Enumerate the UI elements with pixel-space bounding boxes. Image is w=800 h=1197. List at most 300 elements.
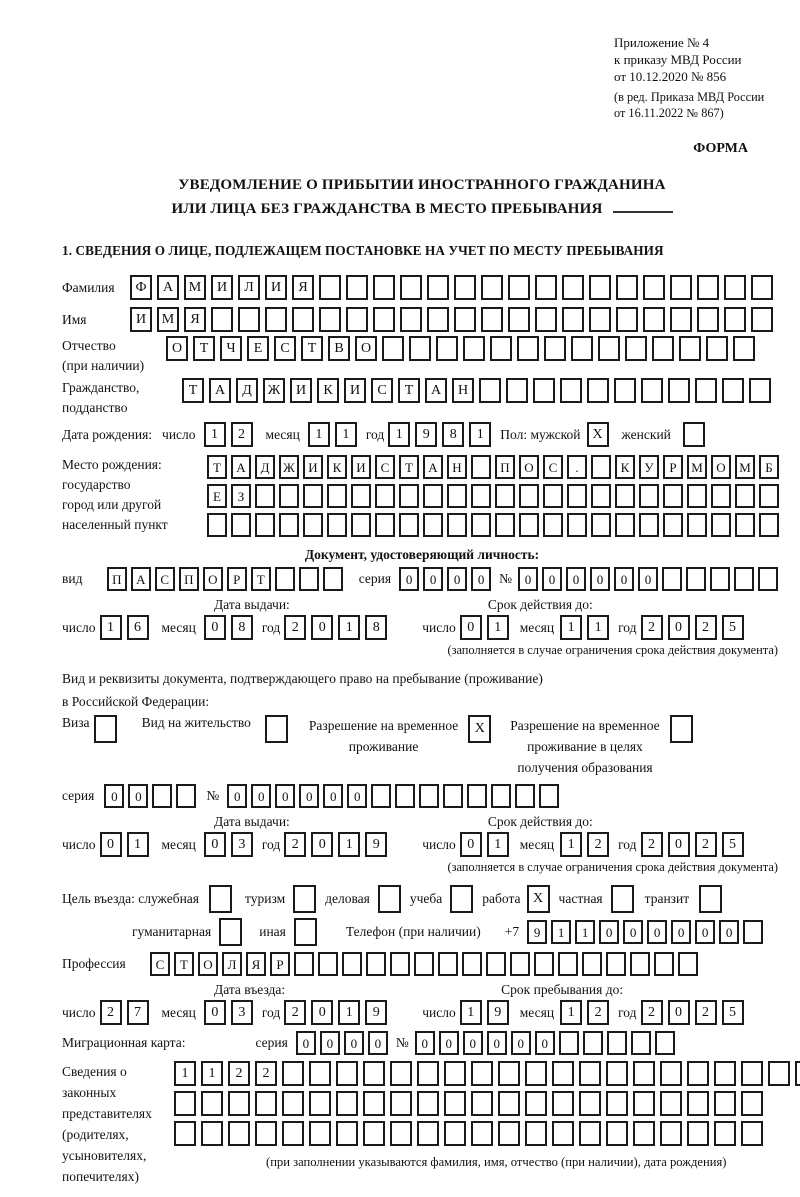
char-box[interactable] bbox=[174, 1091, 196, 1116]
char-box[interactable]: 0 bbox=[323, 784, 343, 808]
char-box[interactable] bbox=[294, 952, 314, 976]
char-box[interactable] bbox=[616, 275, 638, 300]
char-box[interactable] bbox=[471, 513, 491, 537]
char-box[interactable] bbox=[579, 1091, 601, 1116]
char-box[interactable] bbox=[491, 784, 511, 808]
char-box[interactable]: 1 bbox=[560, 1000, 582, 1025]
char-box[interactable]: 0 bbox=[320, 1031, 340, 1055]
char-box[interactable]: К bbox=[317, 378, 339, 403]
char-box[interactable]: Ч bbox=[220, 336, 242, 361]
char-box[interactable] bbox=[525, 1061, 547, 1086]
char-box[interactable] bbox=[309, 1091, 331, 1116]
char-box[interactable] bbox=[591, 455, 611, 479]
char-box[interactable] bbox=[279, 513, 299, 537]
char-box[interactable]: Д bbox=[236, 378, 258, 403]
char-box[interactable]: О bbox=[198, 952, 218, 976]
char-box[interactable] bbox=[510, 952, 530, 976]
char-box[interactable] bbox=[323, 567, 343, 591]
char-box[interactable]: 0 bbox=[487, 1031, 507, 1055]
char-box[interactable]: 7 bbox=[127, 1000, 149, 1025]
char-box[interactable] bbox=[630, 952, 650, 976]
char-box[interactable] bbox=[390, 1091, 412, 1116]
char-box[interactable] bbox=[633, 1091, 655, 1116]
char-box[interactable]: 5 bbox=[722, 832, 744, 857]
char-box[interactable]: 0 bbox=[542, 567, 562, 591]
char-box[interactable]: Я bbox=[184, 307, 206, 332]
char-box[interactable] bbox=[293, 885, 316, 913]
char-box[interactable]: 0 bbox=[695, 920, 715, 944]
char-box[interactable] bbox=[201, 1121, 223, 1146]
char-box[interactable] bbox=[219, 918, 242, 946]
char-box[interactable]: У bbox=[639, 455, 659, 479]
char-box[interactable]: С bbox=[155, 567, 175, 591]
char-box[interactable] bbox=[660, 1091, 682, 1116]
char-box[interactable]: 9 bbox=[415, 422, 437, 447]
char-box[interactable] bbox=[579, 1061, 601, 1086]
char-box[interactable]: 1 bbox=[174, 1061, 196, 1086]
char-box[interactable] bbox=[795, 1061, 800, 1086]
char-box[interactable] bbox=[346, 307, 368, 332]
char-box[interactable]: 2 bbox=[231, 422, 253, 447]
char-box[interactable]: 0 bbox=[518, 567, 538, 591]
char-box[interactable] bbox=[471, 1061, 493, 1086]
char-box[interactable] bbox=[255, 1091, 277, 1116]
char-box[interactable] bbox=[670, 307, 692, 332]
char-box[interactable]: 1 bbox=[587, 615, 609, 640]
char-box[interactable] bbox=[417, 1061, 439, 1086]
char-box[interactable] bbox=[714, 1091, 736, 1116]
char-box[interactable] bbox=[417, 1121, 439, 1146]
char-box[interactable] bbox=[655, 1031, 675, 1055]
char-box[interactable] bbox=[591, 484, 611, 508]
char-box[interactable]: 2 bbox=[284, 1000, 306, 1025]
char-box[interactable] bbox=[309, 1061, 331, 1086]
char-box[interactable] bbox=[741, 1091, 763, 1116]
char-box[interactable]: 2 bbox=[641, 1000, 663, 1025]
char-box[interactable] bbox=[498, 1061, 520, 1086]
char-box[interactable] bbox=[454, 275, 476, 300]
char-box[interactable]: Т bbox=[398, 378, 420, 403]
char-box[interactable] bbox=[454, 307, 476, 332]
char-box[interactable] bbox=[211, 307, 233, 332]
char-box[interactable] bbox=[417, 1091, 439, 1116]
char-box[interactable] bbox=[734, 567, 754, 591]
char-box[interactable] bbox=[427, 275, 449, 300]
char-box[interactable] bbox=[94, 715, 117, 743]
char-box[interactable] bbox=[768, 1061, 790, 1086]
char-box[interactable] bbox=[560, 378, 582, 403]
char-box[interactable] bbox=[228, 1091, 250, 1116]
char-box[interactable] bbox=[303, 513, 323, 537]
char-box[interactable]: 0 bbox=[511, 1031, 531, 1055]
char-box[interactable] bbox=[336, 1061, 358, 1086]
char-box[interactable]: Е bbox=[207, 484, 227, 508]
char-box[interactable]: Ф bbox=[130, 275, 152, 300]
char-box[interactable]: 0 bbox=[399, 567, 419, 591]
char-box[interactable] bbox=[366, 952, 386, 976]
char-box[interactable]: 0 bbox=[204, 615, 226, 640]
char-box[interactable]: 0 bbox=[719, 920, 739, 944]
char-box[interactable]: Т bbox=[399, 455, 419, 479]
char-box[interactable] bbox=[535, 307, 557, 332]
char-box[interactable]: 2 bbox=[284, 832, 306, 857]
char-box[interactable] bbox=[327, 513, 347, 537]
char-box[interactable] bbox=[589, 275, 611, 300]
char-box[interactable]: 2 bbox=[284, 615, 306, 640]
char-box[interactable]: 1 bbox=[204, 422, 226, 447]
char-box[interactable] bbox=[686, 567, 706, 591]
char-box[interactable]: 2 bbox=[695, 615, 717, 640]
char-box[interactable]: 0 bbox=[344, 1031, 364, 1055]
char-box[interactable]: Р bbox=[270, 952, 290, 976]
char-box[interactable] bbox=[265, 307, 287, 332]
char-box[interactable] bbox=[519, 513, 539, 537]
char-box[interactable] bbox=[351, 513, 371, 537]
char-box[interactable] bbox=[176, 784, 196, 808]
char-box[interactable] bbox=[679, 336, 701, 361]
char-box[interactable]: 2 bbox=[228, 1061, 250, 1086]
char-box[interactable] bbox=[697, 307, 719, 332]
char-box[interactable] bbox=[438, 952, 458, 976]
char-box[interactable] bbox=[533, 378, 555, 403]
char-box[interactable] bbox=[282, 1121, 304, 1146]
char-box[interactable] bbox=[741, 1061, 763, 1086]
char-box[interactable] bbox=[414, 952, 434, 976]
char-box[interactable]: 0 bbox=[447, 567, 467, 591]
char-box[interactable] bbox=[471, 1091, 493, 1116]
char-box[interactable]: И bbox=[290, 378, 312, 403]
char-box[interactable]: 0 bbox=[204, 832, 226, 857]
char-box[interactable] bbox=[678, 952, 698, 976]
char-box[interactable]: И bbox=[344, 378, 366, 403]
char-box[interactable] bbox=[490, 336, 512, 361]
char-box[interactable] bbox=[706, 336, 728, 361]
char-box[interactable] bbox=[663, 484, 683, 508]
char-box[interactable] bbox=[519, 484, 539, 508]
char-box[interactable]: 0 bbox=[368, 1031, 388, 1055]
char-box[interactable] bbox=[749, 378, 771, 403]
char-box[interactable] bbox=[660, 1121, 682, 1146]
char-box[interactable] bbox=[390, 952, 410, 976]
char-box[interactable]: Т bbox=[182, 378, 204, 403]
char-box[interactable]: 0 bbox=[299, 784, 319, 808]
char-box[interactable] bbox=[279, 484, 299, 508]
char-box[interactable] bbox=[670, 275, 692, 300]
char-box[interactable] bbox=[463, 336, 485, 361]
char-box[interactable] bbox=[591, 513, 611, 537]
char-box[interactable]: Л bbox=[222, 952, 242, 976]
char-box[interactable] bbox=[582, 952, 602, 976]
char-box[interactable] bbox=[724, 275, 746, 300]
char-box[interactable] bbox=[733, 336, 755, 361]
char-box[interactable] bbox=[400, 307, 422, 332]
char-box[interactable] bbox=[525, 1121, 547, 1146]
char-box[interactable]: А bbox=[423, 455, 443, 479]
char-box[interactable]: О bbox=[166, 336, 188, 361]
char-box[interactable]: Е bbox=[247, 336, 269, 361]
char-box[interactable] bbox=[419, 784, 439, 808]
char-box[interactable]: 0 bbox=[311, 832, 333, 857]
char-box[interactable] bbox=[552, 1061, 574, 1086]
char-box[interactable] bbox=[567, 484, 587, 508]
char-box[interactable] bbox=[607, 1031, 627, 1055]
char-box[interactable] bbox=[606, 1121, 628, 1146]
char-box[interactable]: П bbox=[495, 455, 515, 479]
char-box[interactable] bbox=[255, 513, 275, 537]
char-box[interactable]: 1 bbox=[100, 615, 122, 640]
char-box[interactable]: Н bbox=[447, 455, 467, 479]
char-box[interactable]: И bbox=[351, 455, 371, 479]
char-box[interactable] bbox=[525, 1091, 547, 1116]
char-box[interactable] bbox=[409, 336, 431, 361]
char-box[interactable] bbox=[615, 484, 635, 508]
char-box[interactable] bbox=[699, 885, 722, 913]
char-box[interactable]: К bbox=[327, 455, 347, 479]
char-box[interactable]: Я bbox=[246, 952, 266, 976]
char-box[interactable] bbox=[327, 484, 347, 508]
char-box[interactable]: 1 bbox=[487, 615, 509, 640]
char-box[interactable] bbox=[209, 885, 232, 913]
char-box[interactable] bbox=[309, 1121, 331, 1146]
char-box[interactable] bbox=[614, 378, 636, 403]
char-box[interactable]: 9 bbox=[365, 1000, 387, 1025]
char-box[interactable]: О bbox=[711, 455, 731, 479]
char-box[interactable] bbox=[695, 378, 717, 403]
char-box[interactable] bbox=[662, 567, 682, 591]
char-box[interactable] bbox=[735, 484, 755, 508]
char-box[interactable] bbox=[303, 484, 323, 508]
char-box[interactable] bbox=[400, 275, 422, 300]
char-box[interactable] bbox=[663, 513, 683, 537]
char-box[interactable] bbox=[265, 715, 288, 743]
char-box[interactable]: М bbox=[184, 275, 206, 300]
char-box[interactable] bbox=[174, 1121, 196, 1146]
char-box[interactable]: 3 bbox=[231, 832, 253, 857]
char-box[interactable] bbox=[373, 275, 395, 300]
char-box[interactable]: 0 bbox=[668, 832, 690, 857]
char-box[interactable] bbox=[436, 336, 458, 361]
char-box[interactable] bbox=[390, 1061, 412, 1086]
char-box[interactable] bbox=[589, 307, 611, 332]
char-box[interactable]: Т bbox=[207, 455, 227, 479]
char-box[interactable]: 9 bbox=[527, 920, 547, 944]
char-box[interactable] bbox=[467, 784, 487, 808]
char-box[interactable] bbox=[687, 513, 707, 537]
char-box[interactable]: 1 bbox=[338, 615, 360, 640]
char-box[interactable] bbox=[443, 784, 463, 808]
char-box[interactable] bbox=[735, 513, 755, 537]
char-box[interactable] bbox=[450, 885, 473, 913]
char-box[interactable] bbox=[724, 307, 746, 332]
char-box[interactable] bbox=[390, 1121, 412, 1146]
char-box[interactable] bbox=[378, 885, 401, 913]
char-box[interactable] bbox=[282, 1091, 304, 1116]
char-box[interactable] bbox=[447, 513, 467, 537]
char-box[interactable] bbox=[571, 336, 593, 361]
char-box[interactable] bbox=[697, 275, 719, 300]
char-box[interactable] bbox=[660, 1061, 682, 1086]
char-box[interactable]: 9 bbox=[365, 832, 387, 857]
char-box[interactable] bbox=[498, 1121, 520, 1146]
char-box[interactable]: О bbox=[519, 455, 539, 479]
char-box[interactable] bbox=[336, 1121, 358, 1146]
char-box[interactable] bbox=[152, 784, 172, 808]
char-box[interactable]: 8 bbox=[231, 615, 253, 640]
char-box[interactable]: Я bbox=[292, 275, 314, 300]
char-box[interactable] bbox=[633, 1121, 655, 1146]
char-box[interactable]: 1 bbox=[127, 832, 149, 857]
char-box[interactable] bbox=[399, 513, 419, 537]
char-box[interactable]: 0 bbox=[638, 567, 658, 591]
char-box[interactable] bbox=[539, 784, 559, 808]
char-box[interactable] bbox=[759, 513, 779, 537]
char-box[interactable]: С bbox=[371, 378, 393, 403]
char-box[interactable] bbox=[201, 1091, 223, 1116]
char-box[interactable]: 2 bbox=[641, 832, 663, 857]
char-box[interactable]: Р bbox=[227, 567, 247, 591]
char-box[interactable] bbox=[562, 307, 584, 332]
char-box[interactable] bbox=[363, 1061, 385, 1086]
char-box[interactable] bbox=[751, 275, 773, 300]
char-box[interactable] bbox=[534, 952, 554, 976]
char-box[interactable] bbox=[670, 715, 693, 743]
char-box[interactable]: 0 bbox=[423, 567, 443, 591]
char-box[interactable] bbox=[641, 378, 663, 403]
char-box[interactable]: М bbox=[735, 455, 755, 479]
char-box[interactable]: И bbox=[130, 307, 152, 332]
char-box[interactable] bbox=[498, 1091, 520, 1116]
char-box[interactable]: П bbox=[179, 567, 199, 591]
char-box[interactable] bbox=[652, 336, 674, 361]
char-box[interactable]: 0 bbox=[614, 567, 634, 591]
char-box[interactable] bbox=[751, 307, 773, 332]
char-box[interactable] bbox=[319, 307, 341, 332]
char-box[interactable]: А bbox=[157, 275, 179, 300]
char-box[interactable]: 1 bbox=[551, 920, 571, 944]
char-box[interactable]: 0 bbox=[668, 615, 690, 640]
char-box[interactable] bbox=[508, 275, 530, 300]
char-box[interactable] bbox=[471, 1121, 493, 1146]
char-box[interactable] bbox=[255, 484, 275, 508]
char-box[interactable]: 0 bbox=[347, 784, 367, 808]
char-box[interactable]: 0 bbox=[415, 1031, 435, 1055]
char-box[interactable] bbox=[714, 1061, 736, 1086]
char-box[interactable] bbox=[351, 484, 371, 508]
char-box[interactable]: 8 bbox=[442, 422, 464, 447]
char-box[interactable] bbox=[579, 1121, 601, 1146]
char-box[interactable] bbox=[444, 1061, 466, 1086]
char-box[interactable]: 0 bbox=[460, 832, 482, 857]
char-box[interactable] bbox=[668, 378, 690, 403]
char-box[interactable]: 0 bbox=[671, 920, 691, 944]
char-box[interactable] bbox=[495, 484, 515, 508]
char-box[interactable] bbox=[722, 378, 744, 403]
char-box[interactable]: 9 bbox=[487, 1000, 509, 1025]
char-box[interactable] bbox=[654, 952, 674, 976]
char-box[interactable]: 0 bbox=[471, 567, 491, 591]
char-box[interactable]: Т bbox=[301, 336, 323, 361]
char-box[interactable] bbox=[583, 1031, 603, 1055]
char-box[interactable] bbox=[714, 1121, 736, 1146]
char-box[interactable]: 1 bbox=[335, 422, 357, 447]
char-box[interactable]: М bbox=[157, 307, 179, 332]
char-box[interactable]: Ж bbox=[263, 378, 285, 403]
char-box[interactable]: 0 bbox=[535, 1031, 555, 1055]
char-box[interactable]: 8 bbox=[365, 615, 387, 640]
char-box[interactable]: 5 bbox=[722, 615, 744, 640]
char-box[interactable] bbox=[427, 307, 449, 332]
char-box[interactable] bbox=[346, 275, 368, 300]
char-box[interactable] bbox=[741, 1121, 763, 1146]
char-box[interactable]: 1 bbox=[338, 832, 360, 857]
char-box[interactable]: 0 bbox=[251, 784, 271, 808]
char-box[interactable] bbox=[616, 307, 638, 332]
char-box[interactable]: 1 bbox=[575, 920, 595, 944]
char-box[interactable] bbox=[559, 1031, 579, 1055]
char-box[interactable] bbox=[515, 784, 535, 808]
char-box[interactable] bbox=[710, 567, 730, 591]
char-box[interactable] bbox=[471, 455, 491, 479]
char-box[interactable] bbox=[606, 1061, 628, 1086]
char-box[interactable] bbox=[687, 1091, 709, 1116]
char-box[interactable] bbox=[567, 513, 587, 537]
char-box[interactable] bbox=[363, 1121, 385, 1146]
char-box[interactable]: X bbox=[527, 885, 550, 913]
char-box[interactable]: 2 bbox=[100, 1000, 122, 1025]
char-box[interactable]: 1 bbox=[469, 422, 491, 447]
char-box[interactable]: О bbox=[355, 336, 377, 361]
char-box[interactable]: 2 bbox=[695, 832, 717, 857]
char-box[interactable] bbox=[342, 952, 362, 976]
char-box[interactable]: 0 bbox=[204, 1000, 226, 1025]
char-box[interactable] bbox=[238, 307, 260, 332]
char-box[interactable]: X bbox=[587, 422, 609, 447]
char-box[interactable]: 1 bbox=[487, 832, 509, 857]
char-box[interactable] bbox=[375, 484, 395, 508]
char-box[interactable] bbox=[371, 784, 391, 808]
char-box[interactable] bbox=[631, 1031, 651, 1055]
char-box[interactable] bbox=[562, 275, 584, 300]
char-box[interactable] bbox=[399, 484, 419, 508]
char-box[interactable] bbox=[558, 952, 578, 976]
char-box[interactable]: Т bbox=[193, 336, 215, 361]
char-box[interactable]: К bbox=[615, 455, 635, 479]
char-box[interactable]: 0 bbox=[104, 784, 124, 808]
char-box[interactable]: 2 bbox=[255, 1061, 277, 1086]
char-box[interactable]: 1 bbox=[560, 615, 582, 640]
char-box[interactable] bbox=[294, 918, 317, 946]
char-box[interactable]: 0 bbox=[668, 1000, 690, 1025]
char-box[interactable] bbox=[373, 307, 395, 332]
char-box[interactable]: З bbox=[231, 484, 251, 508]
char-box[interactable] bbox=[444, 1121, 466, 1146]
char-box[interactable] bbox=[643, 307, 665, 332]
char-box[interactable] bbox=[759, 484, 779, 508]
char-box[interactable] bbox=[639, 513, 659, 537]
char-box[interactable] bbox=[462, 952, 482, 976]
char-box[interactable]: 1 bbox=[338, 1000, 360, 1025]
char-box[interactable]: Д bbox=[255, 455, 275, 479]
char-box[interactable] bbox=[535, 275, 557, 300]
char-box[interactable] bbox=[382, 336, 404, 361]
char-box[interactable]: . bbox=[567, 455, 587, 479]
char-box[interactable]: 0 bbox=[647, 920, 667, 944]
char-box[interactable] bbox=[544, 336, 566, 361]
char-box[interactable]: Ж bbox=[279, 455, 299, 479]
char-box[interactable] bbox=[517, 336, 539, 361]
char-box[interactable]: 0 bbox=[227, 784, 247, 808]
char-box[interactable] bbox=[318, 952, 338, 976]
